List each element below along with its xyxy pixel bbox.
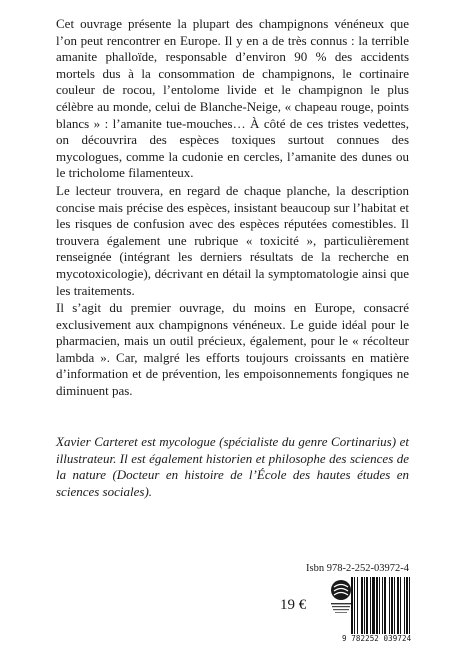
paragraph-intro: Cet ouvrage présente la plupart des champignons vénéneux que l’on peut rencontrer en Europe. Il y en a de très connus : la terrible amanite phalloïde, responsable d’environ 90 % des accidents mortels dus à la consommation de champignons, le cortinaire couleur de rocou, l’entolome livide et le champignon le plus célèbre au monde, celui de Blanche-Neige, « chapeau rouge, points blancs » : l’amanite tue-mouches… À côté de ces tristes vedettes, on découvrira des espèces toxiques surtout connues des mycologues, comme la cudonie en cercles, l’amanite des dunes ou le tricholome filamenteux. bbox=[56, 16, 409, 181]
barcode-digits: 9 782252 039724 bbox=[342, 634, 412, 643]
price-text: 19 € bbox=[280, 597, 307, 613]
barcode bbox=[350, 577, 410, 635]
author-bio: Xavier Carteret est mycologue (spécialiste du genre Cortinarius) et illustrateur. Il est également historien et philosophe des sciences de la nature (Docteur en histoire de l’École des hautes études en sciences sociales). bbox=[56, 434, 409, 499]
isbn-text: Isbn 978-2-252-03972-4 bbox=[306, 563, 409, 574]
description-text bbox=[56, 16, 409, 400]
paragraph-reader: Le lecteur trouvera, en regard de chaque planche, la description concise mais précise des espèces, insistant beaucoup sur l’habitat et les risques de confusion avec des espèces réputées comestibles. Il trouvera également une rubrique « toxicité », particulièrement renseignée (intégrant les derniers résultats de la recherche en mycotoxicologie), décrivant en détail la symptomatologie ainsi que les traitements. bbox=[56, 182, 409, 298]
paragraph-guide: Il s’agit du premier ouvrage, du moins en Europe, consacré exclusivement aux champignons vénéneux. Le guide idéal pour le pharmacien, mais un outil précieux, également, pour le « récolteur lambda ». Car, malgré les efforts toujours croissants en matière d’information et de prévention, les empoisonnements fongiques ne diminuent pas. bbox=[56, 300, 409, 399]
